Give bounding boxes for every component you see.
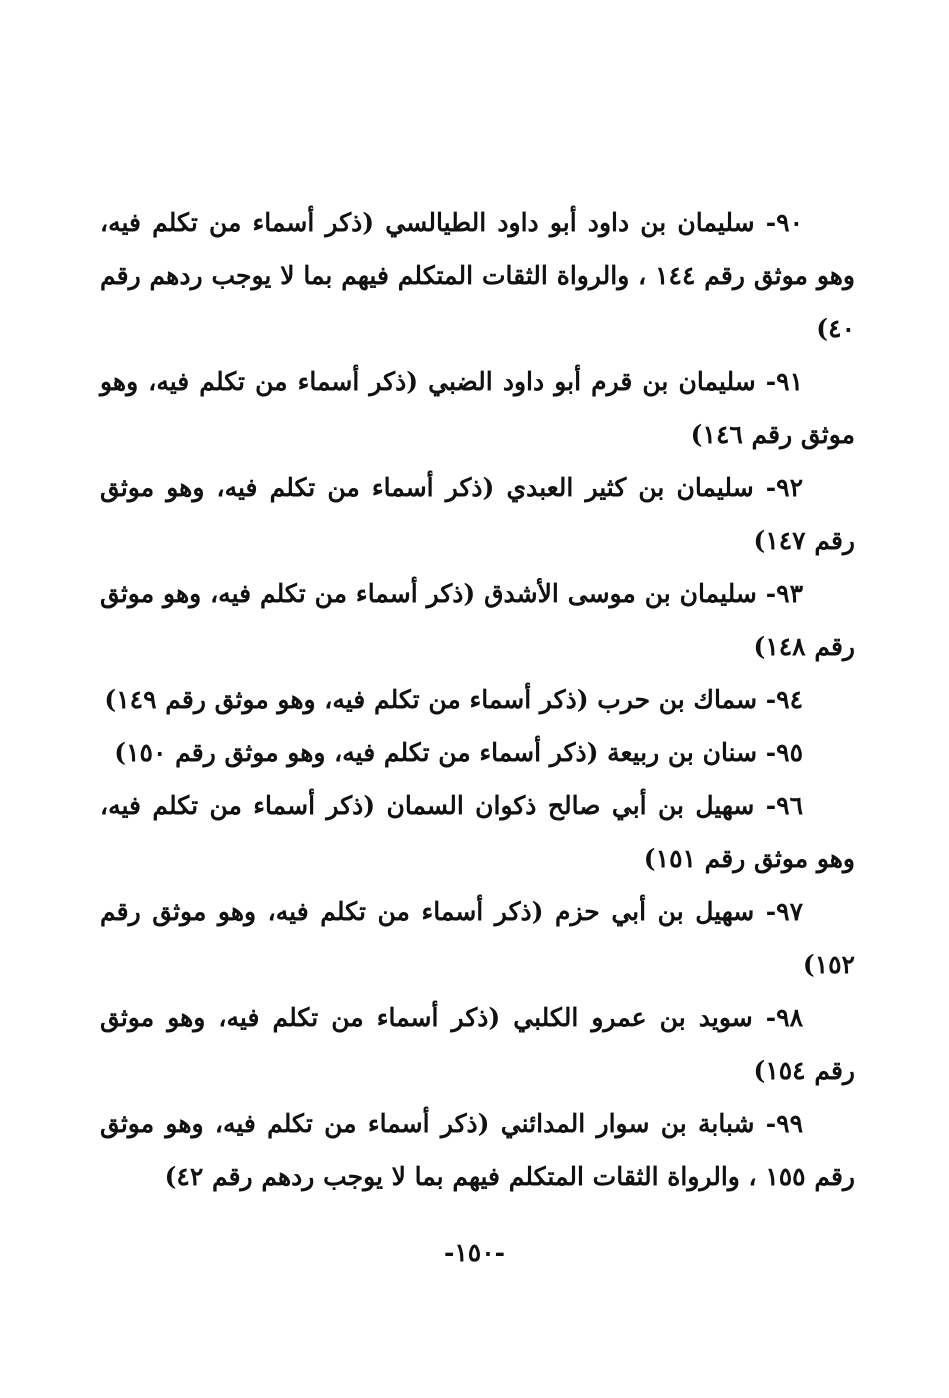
- page-number: -١٥٠-: [443, 1238, 506, 1267]
- entry-93: ٩٣- سليمان بن موسى الأشدق (ذكر أسماء من تكلم فيه، وهو موثق رقم ١٤٨): [100, 579, 855, 661]
- entry-list: [100, 196, 855, 1203]
- entry-92: ٩٢- سليمان بن كثير العبدي (ذكر أسماء من تكلم فيه، وهو موثق رقم ١٤٧): [100, 473, 855, 555]
- entry-96: ٩٦- سهيل بن أبي صالح ذكوان السمان (ذكر أسماء من تكلم فيه، وهو موثق رقم ١٥١): [100, 791, 855, 873]
- entry-98: ٩٨- سويد بن عمرو الكلبي (ذكر أسماء من تكلم فيه، وهو موثق رقم ١٥٤): [100, 1003, 855, 1085]
- entry-94: ٩٤- سماك بن حرب (ذكر أسماء من تكلم فيه، وهو موثق رقم ١٤٩): [104, 685, 803, 714]
- entry-90: ٩٠- سليمان بن داود أبو داود الطيالسي (ذكر أسماء من تكلم فيه، وهو موثق رقم ١٤٤ ، والرواة الثقات المتكلم فيهم بما لا يوجب ردهم رقم ٤٠): [100, 208, 855, 343]
- entry-91: ٩١- سليمان بن قرم أبو داود الضبي (ذكر أسماء من تكلم فيه، وهو موثق رقم ١٤٦): [100, 367, 855, 449]
- entry-97: ٩٧- سهيل بن أبي حزم (ذكر أسماء من تكلم فيه، وهو موثق رقم ١٥٢): [100, 897, 855, 979]
- entry-99: ٩٩- شبابة بن سوار المدائني (ذكر أسماء من تكلم فيه، وهو موثق رقم ١٥٥ ، والرواة الثقات المتكلم فيهم بما لا يوجب ردهم رقم ٤٢): [100, 1109, 855, 1191]
- entry-95: ٩٥- سنان بن ربيعة (ذكر أسماء من تكلم فيه، وهو موثق رقم ١٥٠): [114, 738, 803, 767]
